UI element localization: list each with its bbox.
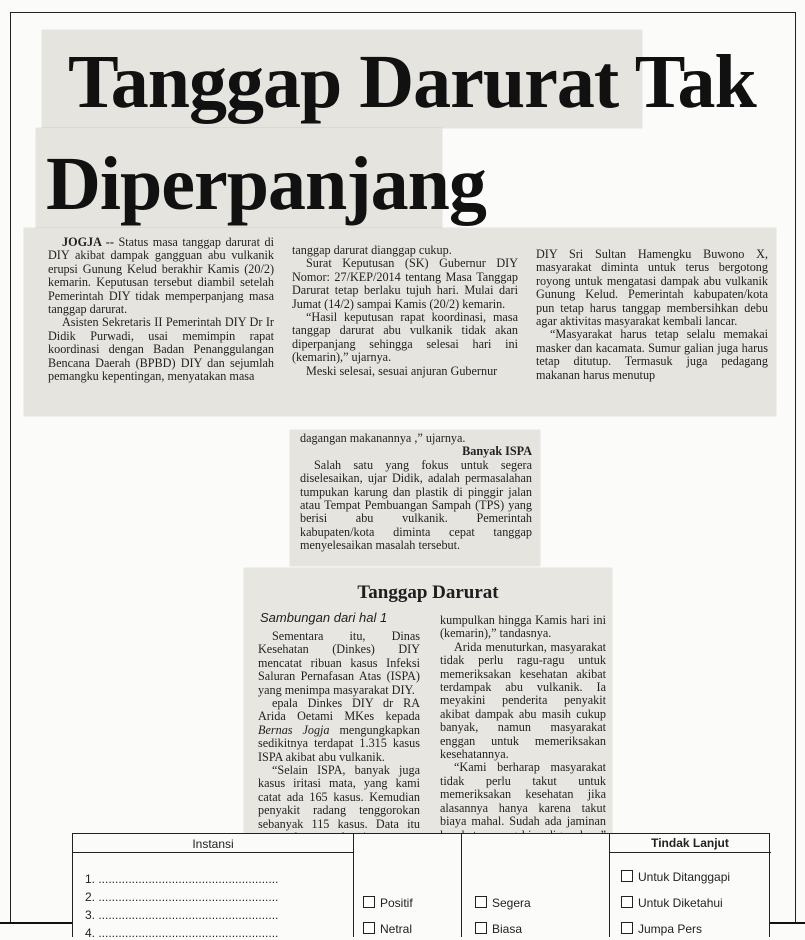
column-divider xyxy=(461,834,462,937)
paragraph: “Kami berharap masyarakat tidak perlu takut untuk memeriksakan kesehatan jika alasannya hanya karena takut biaya mahal. Sudah ada jaminan xyxy=(440,760,606,829)
option-untuk-diketahui[interactable]: Untuk Diketahui xyxy=(621,896,723,910)
body-column-3 xyxy=(536,248,768,382)
headline-clip-2 xyxy=(36,128,486,228)
headline-line-1: Tanggap Darurat Tak xyxy=(68,40,756,124)
continued-left-column xyxy=(258,630,420,845)
option-biasa[interactable]: Biasa xyxy=(475,922,522,936)
continuation-clip xyxy=(290,430,540,566)
paragraph: tanggap darurat dianggap cukup. xyxy=(292,243,452,257)
paragraph: Meski selesai, sesuai anjuran Gubernur xyxy=(306,363,498,378)
checkbox-icon xyxy=(621,896,633,908)
continued-right-column xyxy=(440,614,606,855)
instansi-line-4[interactable]: 4. ...................................................... xyxy=(85,926,279,940)
headline-line-2: Diperpanjang xyxy=(46,142,486,226)
continued-article-title: Tanggap Darurat xyxy=(357,582,499,603)
instansi-line-1[interactable]: 1. ...................................................... xyxy=(85,872,279,886)
paragraph: “Hasil keputusan rapat koordinasi, masa tanggap darurat abu vulkanik tidak akan diperpanjang sehingga selesai hari ini (kemarin),” ujarnya. xyxy=(292,310,518,365)
subhead: Banyak ISPA xyxy=(462,444,532,459)
paragraph: “Masyarakat harus tetap selalu memakai masker dan kacamata. Sumur galian juga harus tetap ditutup. Termasuk juga pedagang makanan harus menutup xyxy=(536,327,768,382)
paragraph: Surat Keputusan (SK) Gubernur DIY Nomor: 27/KEP/2014 tentang Masa Tanggap Darurat tetap berlaku tujuh hari. Mulai dari Jumat (14/2) sampai Kamis (20/2) kemarin. xyxy=(292,256,518,311)
checkbox-icon xyxy=(621,922,633,934)
option-netral[interactable]: Netral xyxy=(363,922,412,936)
body-column-2 xyxy=(292,244,518,378)
body-column-1 xyxy=(48,236,274,383)
option-untuk-ditanggapi[interactable]: Untuk Ditanggapi xyxy=(621,870,730,884)
publication-name: Bernas Jogja xyxy=(258,722,330,737)
paragraph: Asisten Sekretaris II Pemerintah DIY Dr Ir Didik Purwadi, usai memimpin rapat koordinasi dengan Badan Penanggulangan Bencana Daerah (BPBD) DIY dan sejumlah pemangku kepentingan, menyatakan masa xyxy=(48,315,274,384)
paragraph: DIY Sri Sultan Hamengku Buwono X, masyarakat diminta untuk terus bergotong royong untuk mengatasi dampak abu vulkanik Gunung Kelud. Pemerintah kabupaten/kota pun tetap harus tanggap membersihkan debu agar aktivitas masyarakat kembali lancar. xyxy=(536,247,768,329)
paragraph: dagangan makanannya ,” ujarnya. xyxy=(300,431,466,445)
continuation-column xyxy=(300,432,532,553)
header-divider xyxy=(609,852,771,853)
body-clip xyxy=(24,228,776,416)
paragraph: Arida menuturkan, masyarakat tidak perlu ragu-ragu untuk memeriksakan kesehatan akibat terdampak abu vulkanik. Ia meyakini penderita penyakit akibat dampak abu masih cukup banyak, namun masyarakat enggan untuk memeriksakan kesehatannya. xyxy=(440,639,606,762)
instansi-line-3[interactable]: 3. ...................................................... xyxy=(85,908,279,922)
checkbox-icon xyxy=(363,922,375,934)
dateline: JOGJA -- xyxy=(62,235,114,249)
paragraph: “Selain ISPA, banyak juga kasus iritasi mata, yang kami catat ada 165 kasus. Kemudian penyakit radang tenggorokan sebanyak 115 kasus. Data itu xyxy=(258,763,420,831)
headline-clip-1 xyxy=(42,30,756,128)
column-divider xyxy=(353,834,354,937)
paragraph: Salah satu yang fokus untuk segera diselesaikan, ujar Didik, adalah permasalahan tumpukan karung dan plastik di pinggir jalan atau Tempat Pembuangan Sampah (TPS) yang berisi abu vulkanik. Pemerintah kabupaten/kota diminta cepat tanggap menyelesaikan masalah tersebut. xyxy=(300,457,532,553)
instansi-line-2[interactable]: 2. ...................................................... xyxy=(85,890,279,904)
checkbox-icon xyxy=(621,870,633,882)
option-positif[interactable]: Positif xyxy=(363,896,413,910)
paragraph: epala Dinkes DIY dr RA Arida Oetami MKes kepada xyxy=(258,696,420,724)
paragraph: Sementara itu, Dinas Kesehatan (Dinkes) DIY mencatat ribuan kasus Infeksi Saluran Pernafasan Atas (ISPA) yang menimpa masyarakat DIY. xyxy=(258,629,420,697)
paragraph: Status masa tanggap darurat di DIY akibat dampak gangguan abu vulkanik erupsi Gunung Kelud berakhir Kamis (20/2) kemarin. Keputusan tersebut diambil setelah Pemerintah DIY tidak memperpanjang masa tanggap darurat. xyxy=(48,235,274,317)
paragraph: mengungkapkan sedikitnya terdapat 1.315 kasus ISPA akibat abu vulkanik. xyxy=(258,722,420,764)
continued-from-label: Sambungan dari hal 1 xyxy=(260,610,388,625)
option-segera[interactable]: Segera xyxy=(475,896,531,910)
classification-form xyxy=(72,833,770,940)
option-jumpa-pers[interactable]: Jumpa Pers xyxy=(621,922,702,936)
tindak-lanjut-label: Tindak Lanjut xyxy=(651,836,729,850)
instansi-label: Instansi xyxy=(192,837,234,851)
checkbox-icon xyxy=(363,896,375,908)
header-divider xyxy=(73,852,353,853)
checkbox-icon xyxy=(475,896,487,908)
paragraph: kumpulkan hingga Kamis hari ini (kemarin),” tandasnya. xyxy=(440,613,606,641)
checkbox-icon xyxy=(475,922,487,934)
